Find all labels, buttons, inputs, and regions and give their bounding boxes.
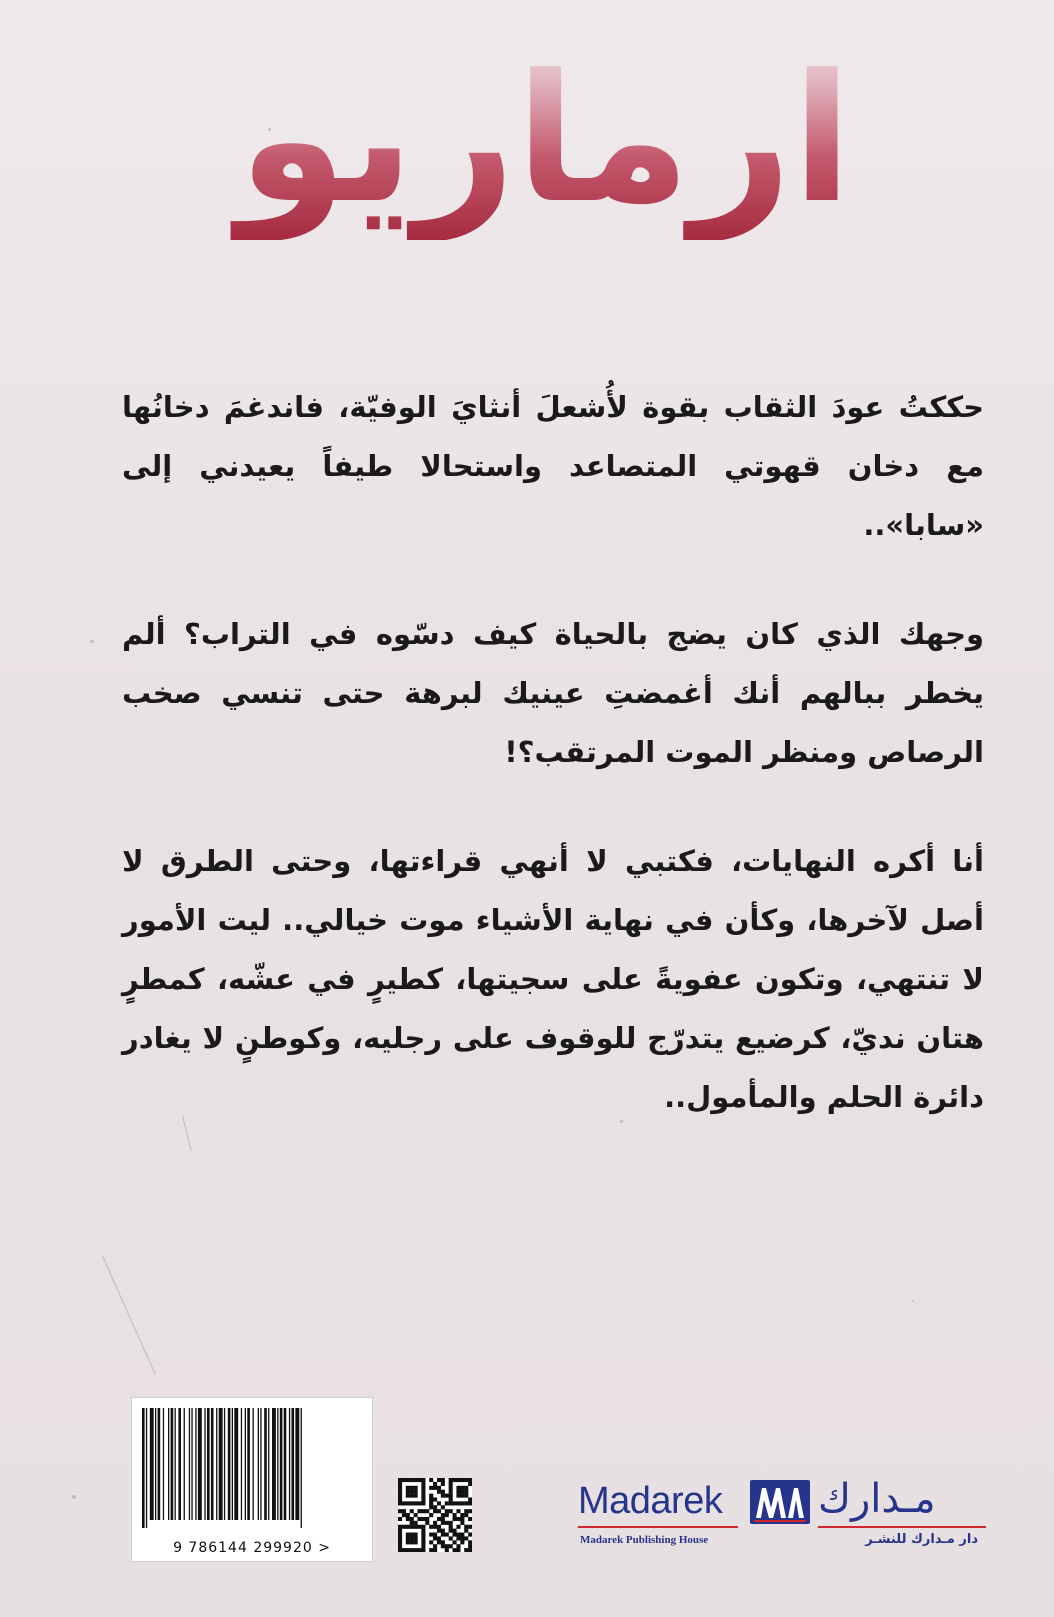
publisher-name-latin: Madarek xyxy=(578,1480,723,1522)
paper-speck xyxy=(912,1300,914,1302)
blurb-paragraph: حككتُ عودَ الثقاب بقوة لأُشعلَ أنثايَ الوفيّة، فاندغمَ دخانُها مع دخان قهوتي المتصاعد واستحالا طيفاً يعيدني إلى «سابا».. xyxy=(122,390,984,542)
qr-code-icon xyxy=(398,1478,472,1552)
publisher-rule xyxy=(578,1526,738,1528)
madarek-logo-icon xyxy=(750,1480,810,1524)
barcode-bars-icon xyxy=(142,1408,362,1528)
publisher-rule xyxy=(818,1526,986,1528)
paper-speck xyxy=(90,640,94,643)
paper-scratch xyxy=(102,1256,156,1375)
blurb-paragraph: أنا أكره النهايات، فكتبي لا أنهي قراءتها، وحتى الطرق لا أصل لآخرها، وكأن في نهاية الأشياء موت خيالي.. ليت الأمور لا تنتهي، وتكون عفويةً على سجيتها، كطيرٍ في عشّه، كمطرٍ هتان نديّ، كرضيع يتدرّج للوقوف على رجليه، وكوطنٍ لا يغادر دائرة الحلم والمأمول.. xyxy=(122,844,984,1114)
back-cover-blurb xyxy=(122,378,984,1177)
publisher-subtitle-latin: Madarek Publishing House xyxy=(580,1534,709,1546)
publisher-subtitle-arabic: دار مـدارك للنشـر xyxy=(865,1532,978,1547)
blurb-paragraph: وجهك الذي كان يضج بالحياة كيف دسّوه في التراب؟ ألم يخطر ببالهم أنك أغمضتِ عينيك لبرهة حتى تنسي صخب الرصاص ومنظر الموت المرتقب؟! xyxy=(122,617,984,769)
book-title: ارماريو xyxy=(120,40,970,240)
publisher-name-arabic: مـدارك xyxy=(818,1476,936,1522)
isbn-barcode xyxy=(131,1397,373,1562)
isbn-number: 9 786144 299920 > xyxy=(173,1540,331,1556)
paper-speck xyxy=(72,1495,76,1499)
publisher-logo xyxy=(578,1476,998,1556)
